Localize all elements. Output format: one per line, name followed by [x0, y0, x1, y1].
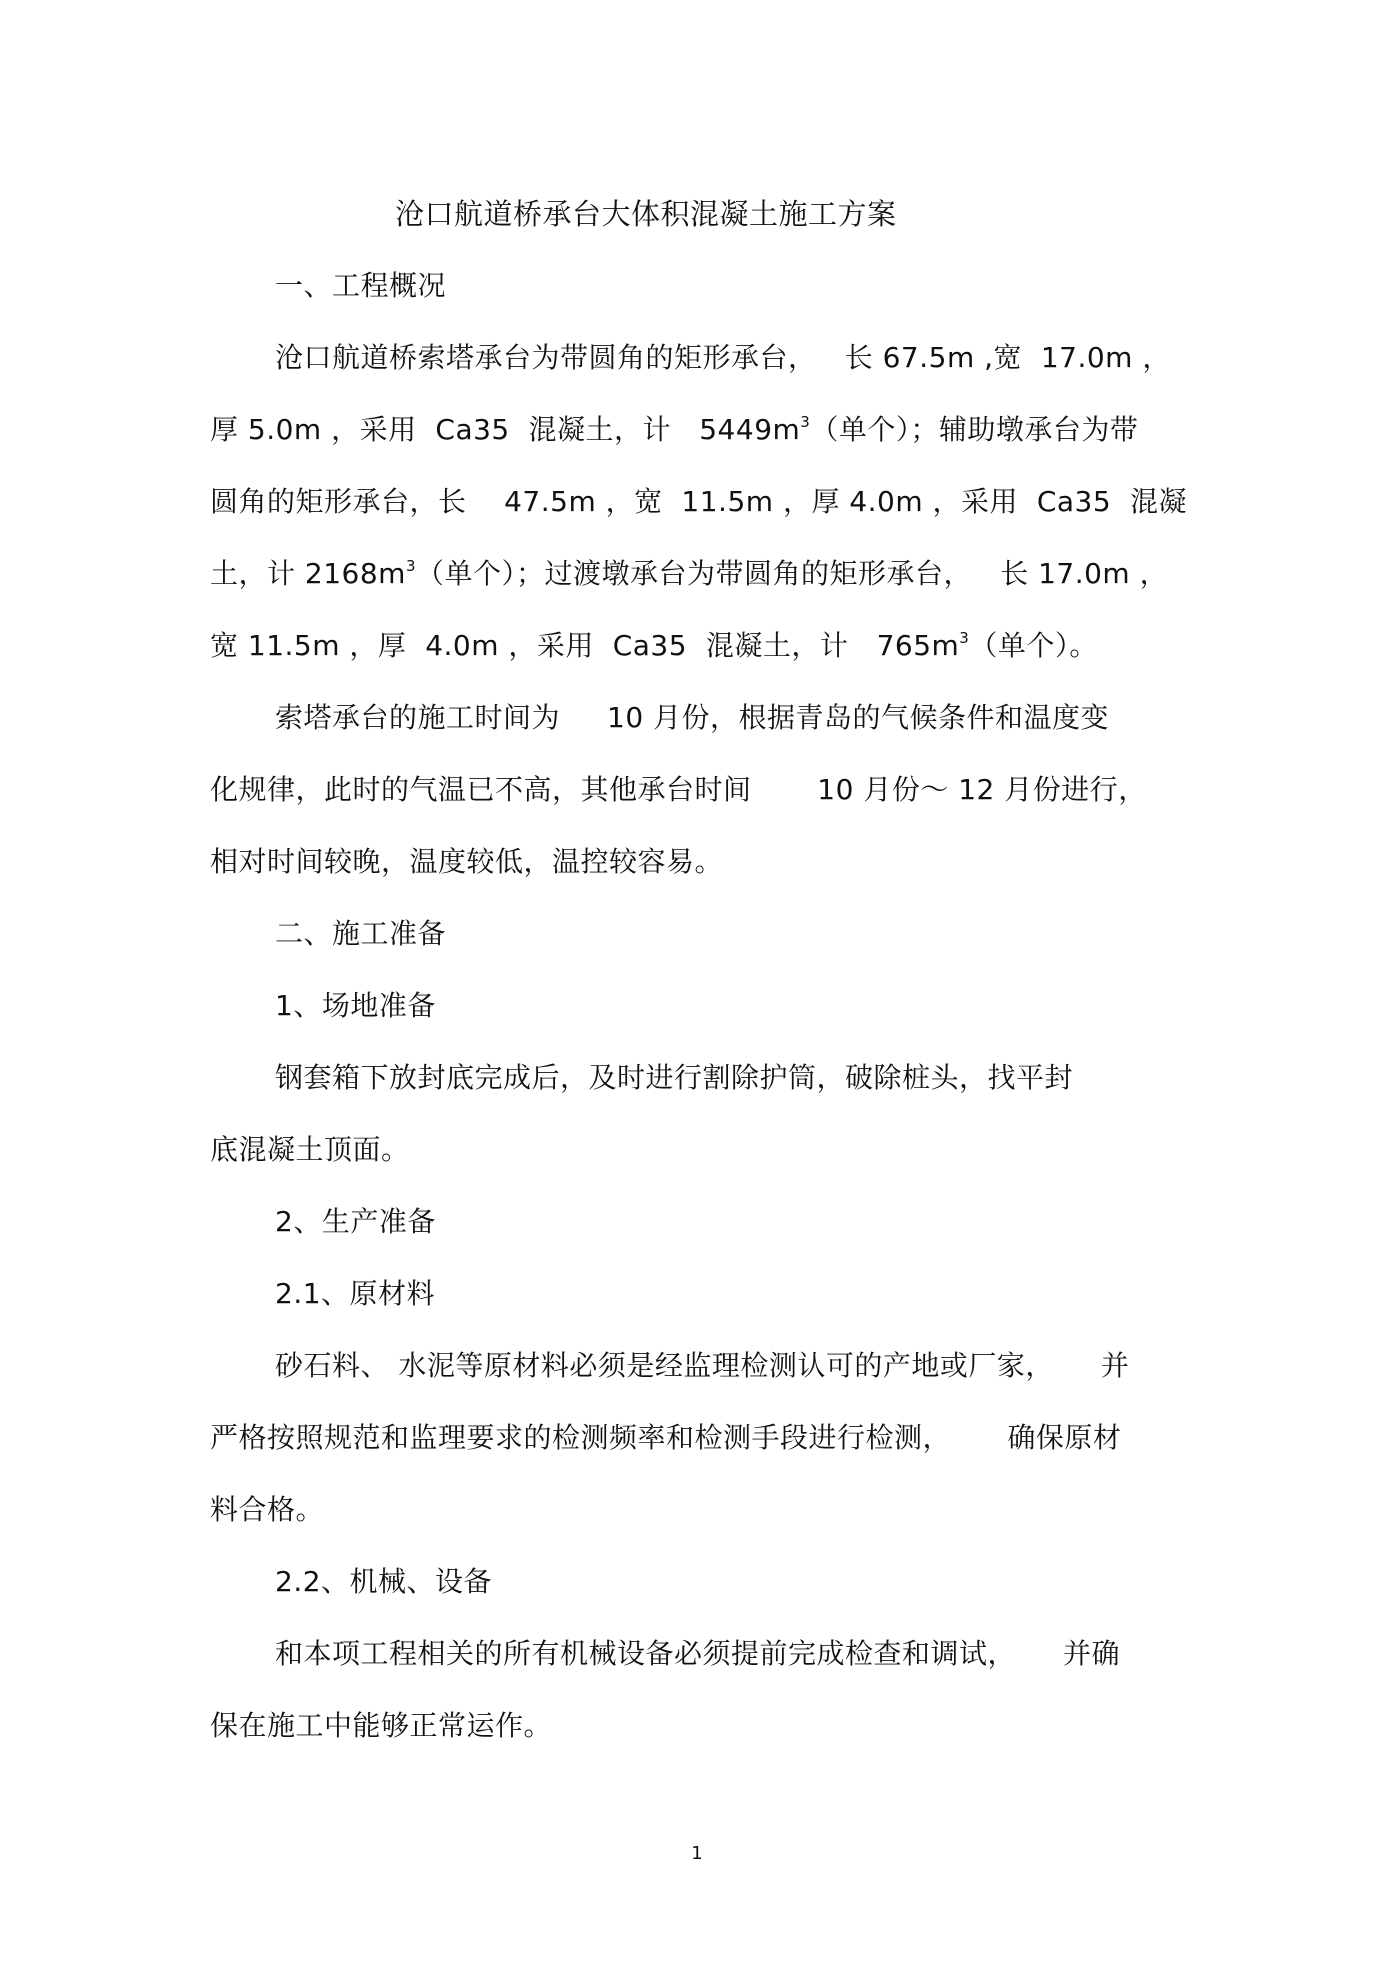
document-title: 沧口航道桥承台大体积混凝土施工方案	[395, 197, 897, 231]
paragraph-line: 钢套箱下放封底完成后，及时进行割除护筒，破除桩头，找平封	[275, 1061, 1074, 1094]
text-segment: 厚 5.0m ，采用 Ca35 混凝土，计 5449m	[210, 413, 801, 446]
text-segment: （单个）；过渡墩承台为带圆角的矩形承台， 长 17.0m ，	[415, 557, 1169, 590]
paragraph-line	[210, 628, 1098, 664]
paragraph-line: 料合格。	[210, 1493, 325, 1526]
subsection-heading-equipment: 2.2、机械、设备	[275, 1565, 493, 1598]
paragraph-line: 化规律，此时的气温已不高，其他承台时间 10 月份～ 12 月份进行，	[210, 773, 1147, 806]
paragraph-line: 底混凝土顶面。	[210, 1133, 410, 1166]
text-segment: 宽 11.5m ，厚 4.0m ，采用 Ca35 混凝土，计 765m	[210, 629, 960, 662]
paragraph-line: 沧口航道桥索塔承台为带圆角的矩形承台， 长 67.5m ,宽 17.0m ，	[275, 341, 1171, 374]
paragraph-line: 和本项工程相关的所有机械设备必须提前完成检查和调试， 并确	[275, 1637, 1121, 1670]
text-segment: 土，计 2168m	[210, 557, 406, 590]
paragraph-line: 严格按照规范和监理要求的检测频率和检测手段进行检测， 确保原材	[210, 1421, 1122, 1454]
page-number: 1	[691, 1843, 703, 1864]
section-heading-overview: 一、工程概况	[275, 269, 447, 302]
paragraph-line	[210, 412, 1138, 448]
text-segment: （单个）；辅助墩承台为带	[810, 413, 1139, 446]
paragraph-line: 相对时间较晚，温度较低，温控较容易。	[210, 845, 724, 878]
subsection-heading-site: 1、场地准备	[275, 989, 436, 1022]
subsection-heading-production: 2、生产准备	[275, 1205, 436, 1238]
superscript: 3	[959, 628, 970, 647]
paragraph-line: 圆角的矩形承台，长 47.5m ，宽 11.5m ，厚 4.0m ，采用 Ca35 混凝	[210, 485, 1187, 518]
paragraph-line: 砂石料、 水泥等原材料必须是经监理检测认可的产地或厂家， 并	[275, 1349, 1130, 1382]
paragraph-line	[210, 556, 1168, 592]
subsection-heading-materials: 2.1、原材料	[275, 1277, 436, 1310]
paragraph-line: 索塔承台的施工时间为 10 月份，根据青岛的气候条件和温度变	[275, 701, 1110, 734]
section-heading-preparation: 二、施工准备	[275, 917, 447, 950]
paragraph-line: 保在施工中能够正常运作。	[210, 1709, 553, 1742]
text-segment: （单个）。	[969, 629, 1098, 662]
superscript: 3	[405, 556, 416, 575]
superscript: 3	[800, 412, 811, 431]
